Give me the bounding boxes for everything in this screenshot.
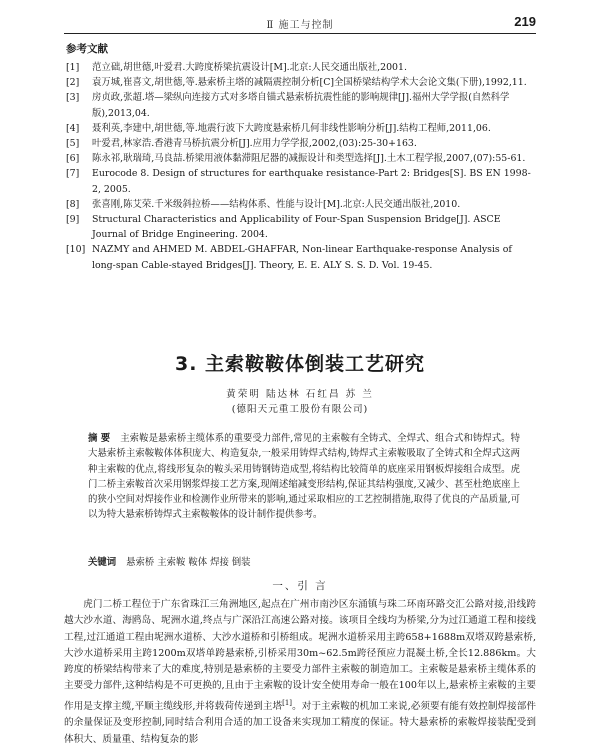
reference-text: Eurocode 8. Design of structures for earthquake resistance-Part 2: Bridges[S]. BS EN 1998-2, 2005. [92, 168, 531, 195]
reference-text: 范立础,胡世德,叶爱君.大跨度桥梁抗震设计[M].北京:人民交通出版社,2001. [92, 62, 407, 73]
abstract [88, 431, 520, 523]
reference-number: [7] [66, 168, 80, 180]
reference-item [66, 136, 536, 151]
section-heading: 一、引 言 [272, 580, 328, 592]
reference-number: [1] [66, 62, 80, 73]
reference-text: 袁万城,崔喜文,胡世德,等.悬索桥主塔的减隔震控制分析[C]全国桥梁结构学术大会论文集(下册),1992,11. [92, 77, 527, 89]
reference-item [66, 197, 536, 212]
reference-text: 聂利英,李建中,胡世德,等.地震行波下大跨度悬索桥几何非线性影响分析[J].结构工程师,2011,06. [92, 122, 491, 134]
running-header [64, 14, 536, 32]
references-list [66, 60, 536, 273]
reference-item [66, 242, 536, 272]
reference-item [66, 90, 536, 120]
keywords [88, 554, 520, 568]
running-header-title: Ⅱ 施工与控制 [266, 20, 334, 31]
article-title: 3. 主索鞍鞍体倒装工艺研究 [174, 353, 426, 375]
article-affiliation: (德阳天元重工股份有限公司) [231, 404, 369, 415]
reference-number: [5] [66, 138, 80, 150]
body-text: 虎门二桥工程位于广东省珠江三角洲地区,起点在广州市南沙区东涌镇与珠二环南环路交汇公路对接,沿线跨越大沙水道、海鸥岛、坭洲水道,终点与广深沿江高速公路对接。该项目全线均为桥梁,分为过江通道工程和接线工程,过江通道工程由坭洲水道桥、大沙水道桥和引桥组成。坭洲水道桥采用主跨658+1688m双塔双跨悬索桥,大沙水道桥采用主跨1200m双塔单跨悬索桥,引桥采用30m~62.5m跨径预应力混凝土桥,全长12.886km。大跨度的桥梁结构带来了大的难度,特别是悬索桥的主要受力部件主索鞍的制造加工。主索鞍是悬索桥主缆体系的主要受力部件,这种结构是不可更换的,且由于主索鞍的设计安全使用寿命一般在100年以上,悬索桥主索鞍的主要作用是支撑主缆,平顺主缆线形,并将载荷传递到主塔 [64, 599, 536, 712]
reference-item [66, 60, 536, 75]
reference-number: [10] [66, 244, 86, 256]
reference-number: [9] [66, 214, 80, 226]
reference-number: [3] [66, 92, 80, 104]
reference-number: [2] [66, 77, 80, 89]
citation-marker: [1] [282, 698, 293, 707]
reference-text: Structural Characteristics and Applicability of Four-Span Suspension Bridge[J]. ASCE Journal of Bridge Engineering. 2004. [92, 214, 501, 241]
reference-text: 陈永祁,耿瑞琦,马良喆.桥梁用液体黏滞阻尼器的减振设计和类型选择[J].土木工程学报,2007,(07):55-61. [92, 153, 526, 165]
reference-item [66, 212, 536, 242]
reference-text: NAZMY and AHMED M. ABDEL-GHAFFAR, Non-linear Earthquake-response Analysis of long-span Cable-stayed Bridges[J]. Theory, E. E. ALY S. S. D. Vol. 19-45. [92, 244, 512, 271]
abstract-label: 摘 要 [88, 433, 111, 444]
article-authors: 黄荣明 陆达林 石红昌 苏 兰 [226, 389, 374, 400]
body-text-continued: 。对于主索鞍的机加工来说,必须要有能有效控制焊接部件的余量保证及变形控制,同时结合利用合适的加工设备来实现加工精度的保证。特大悬索桥的索鞍焊接装配受到体积大、质量重、结构复杂的影 [64, 700, 536, 745]
reference-text: 房贞政,张超.塔—梁纵向连接方式对多塔自锚式悬索桥抗震性能的影响规律[J].福州大学学报(自然科学版),2013,04. [92, 92, 510, 119]
abstract-text: 主索鞍是悬索桥主缆体系的重要受力部件,常见的主索鞍有全铸式、全焊式、组合式和铸焊式。特大悬索桥主索鞍鞍体体积庞大、构造复杂,一般采用铸焊式结构,铸焊式主索鞍吸取了全铸式和全焊式这两种主索鞍的优点,将线形复杂的鞍头采用铸钢铸造成型,将结构比较简单的底座采用钢板焊接组合成型。虎门二桥主索鞍首次采用钢浆焊接工艺方案,现阐述缩减变形结构,保证其结构强度,又减少、甚至杜绝底座上的狭小空间对焊接作业和检测作业所带来的影响,通过采取相应的工艺控制措施,取得了优良的产品质量,可以为特大悬索桥铸焊式主索鞍鞍体的设计制作提供参考。 [88, 433, 521, 521]
body-paragraph [64, 597, 536, 748]
reference-item [66, 121, 536, 136]
reference-text: 叶爱君,林家浩.香港青马桥抗震分析[J].应用力学学报,2002,(03):25-30+163. [92, 138, 417, 150]
keywords-text: 悬索桥 主索鞍 鞍体 焊接 倒装 [126, 557, 251, 568]
reference-number: [4] [66, 122, 80, 134]
keywords-label: 关键词 [88, 557, 117, 568]
references-heading: 参考文献 [66, 43, 108, 55]
page-number: 219 [514, 14, 536, 29]
reference-item [66, 166, 536, 196]
reference-text: 张喜刚,陈艾荣.千米级斜拉桥——结构体系、性能与设计[M].北京:人民交通出版社,2010. [92, 198, 461, 210]
reference-item [66, 151, 536, 166]
header-rule [64, 33, 536, 34]
reference-item [66, 75, 536, 90]
reference-number: [6] [66, 153, 80, 165]
reference-number: [8] [66, 198, 80, 210]
